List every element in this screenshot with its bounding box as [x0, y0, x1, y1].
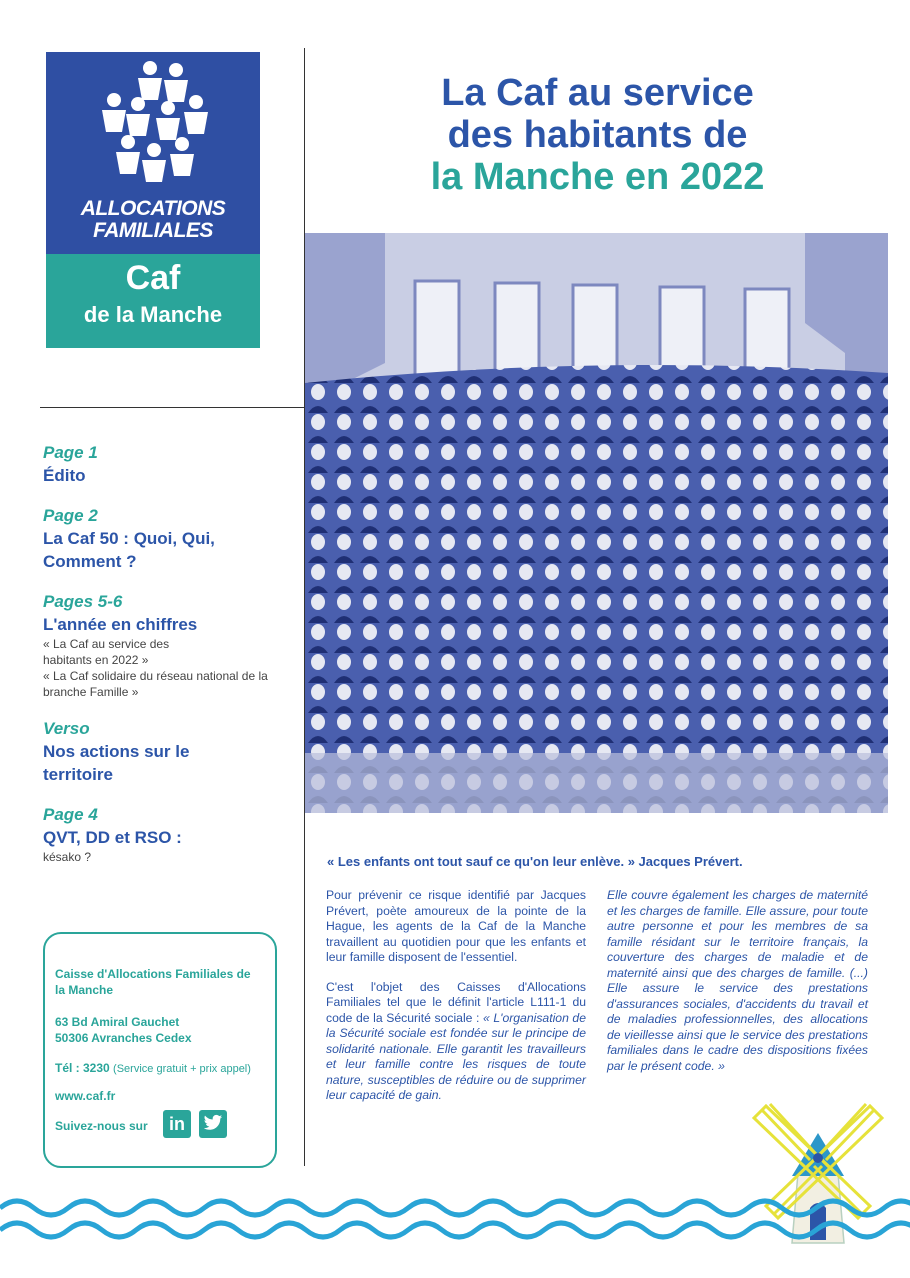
- logo-department-text: de la Manche: [83, 302, 223, 327]
- paragraph-intro: C'est l'objet des Caisses d'Allocations Familiales tel que le définit l'article L111-1 du code de la Sécurité sociale :: [326, 979, 586, 1025]
- horizontal-divider: [40, 407, 305, 408]
- left-text-column: [326, 888, 586, 1118]
- page-title: [320, 72, 875, 198]
- group-photo: [305, 233, 888, 813]
- contact-box: [43, 932, 277, 1168]
- logo-brand-line2: FAMILIALES: [93, 219, 213, 242]
- right-text-column: [607, 888, 868, 1088]
- title-line1: La Caf au service: [441, 72, 754, 114]
- toc-title: L'année en chiffres: [43, 615, 198, 634]
- address-line2: 50306 Avranches Cedex: [55, 1031, 192, 1045]
- toc-page-label: Pages 5-6: [43, 592, 123, 611]
- linkedin-icon[interactable]: in: [163, 1110, 191, 1138]
- follow-label: Suivez-nous sur: [55, 1119, 148, 1133]
- toc-entry[interactable]: [43, 505, 298, 573]
- toc-entry[interactable]: [43, 591, 298, 700]
- toc-entry[interactable]: [43, 718, 298, 786]
- toc-entry[interactable]: [43, 442, 298, 487]
- toc-page-label: Page 1: [43, 443, 98, 462]
- caf-logo: [46, 52, 260, 348]
- toc-title: Édito: [43, 466, 86, 485]
- toc-title: La Caf 50 : Quoi, Qui, Comment ?: [43, 529, 215, 571]
- paragraph-quote: Elle couvre également les charges de maternité et les charges de famille. Elle assure, pour toute autre personne et pour les membres de sa famille résidant sur le territoire français, la couverture des charges de maladie et de maternité ainsi que des charges de famille. (...) Elle assure le service des prestations d'assurances sociales, d'accidents du travail et de maladies professionnelles, des allocations de vieillesse ainsi que le service des prestations familiales dans le cadre des dispositions fixées par le présent code. »: [607, 888, 868, 1073]
- logo-caf-text: Caf: [125, 259, 181, 297]
- paragraph: [326, 980, 586, 1104]
- website-link[interactable]: www.caf.fr: [55, 1089, 116, 1103]
- toc-page-label: Verso: [43, 719, 90, 738]
- toc-subtitle: « La Caf au service des habitants en 2022 »: [43, 637, 170, 667]
- title-line2: des habitants de: [447, 114, 748, 156]
- toc-page-label: Page 4: [43, 805, 98, 824]
- logo-top-panel: [46, 52, 260, 254]
- quote: « Les enfants ont tout sauf ce qu'on leur enlève. » Jacques Prévert.: [327, 854, 743, 869]
- toc-page-label: Page 2: [43, 506, 98, 525]
- phone-note: (Service gratuit + prix appel): [113, 1063, 251, 1075]
- wave-decoration: [0, 1188, 910, 1248]
- org-line2: la Manche: [55, 983, 114, 997]
- toc-title: QVT, DD et RSO :: [43, 828, 182, 847]
- paragraph: [607, 888, 868, 1074]
- toc-subtitle: késako ?: [43, 850, 92, 864]
- org-line1: Caisse d'Allocations Familiales de: [55, 967, 251, 981]
- contact-address: [55, 1014, 275, 1046]
- contact-phone: [55, 1060, 275, 1077]
- family-figures-icon: [46, 52, 260, 202]
- address-line1: 63 Bd Amiral Gauchet: [55, 1015, 180, 1029]
- phone-label: Tél : 3230: [55, 1061, 110, 1075]
- toc-entry[interactable]: [43, 804, 298, 865]
- table-of-contents: [43, 442, 298, 883]
- paragraph: Pour prévenir ce risque identifié par Jacques Prévert, poète amoureux de la pointe de la Hague, les agents de la Caf de la Manche travaillent au quotidien pour que les enfants et leur famille disposent de l'essentiel.: [326, 888, 586, 964]
- paragraph-quote: « L'organisation de la Sécurité sociale est fondée sur le principe de solidarité nationale. Elle garantit les travailleurs et leur famille contre les risques de toute nature, susceptibles de réduire ou de supprimer leur capacité de gain.: [326, 1010, 586, 1102]
- twitter-icon[interactable]: [199, 1110, 227, 1138]
- logo-brand-line1: ALLOCATIONS: [80, 197, 226, 220]
- toc-subtitle: « La Caf solidaire du réseau national de la branche Famille »: [43, 669, 268, 699]
- contact-organization: [55, 966, 275, 998]
- title-line3: la Manche en 2022: [430, 156, 765, 198]
- twitter-bird-icon: [203, 1114, 223, 1132]
- toc-title: Nos actions sur le territoire: [43, 742, 190, 784]
